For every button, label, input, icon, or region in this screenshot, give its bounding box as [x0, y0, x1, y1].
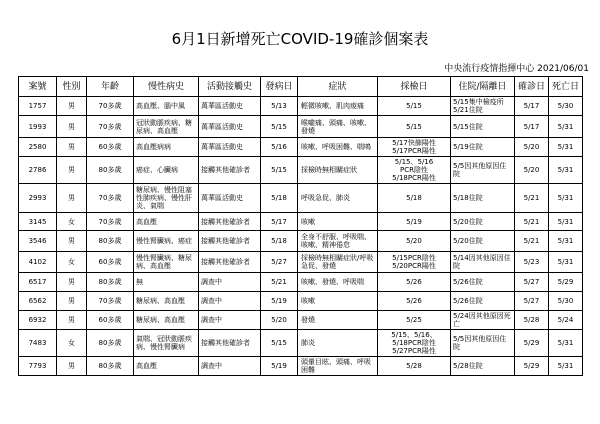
- cell-contact: 調查中: [199, 357, 261, 376]
- cell-hospital: 5/28住院: [451, 357, 515, 376]
- cell-onset: 5/15: [261, 330, 298, 357]
- cell-hospital: 5/15住院: [451, 116, 515, 138]
- cell-test-date: 5/15PCR陰性 5/20PCR陽性: [378, 252, 451, 273]
- table-row: [19, 311, 583, 330]
- header-case-id: 案號: [19, 77, 57, 97]
- cell-sex: 男: [57, 116, 87, 138]
- header-history: 慢性病史: [134, 77, 199, 97]
- cell-test-date: 5/19: [378, 213, 451, 231]
- cell-contact: 萬華區活動史: [199, 97, 261, 116]
- cell-confirmed: 5/27: [515, 273, 549, 292]
- cell-hospital: 5/18住院: [451, 184, 515, 213]
- cell-sex: 男: [57, 138, 87, 157]
- cell-age: 80多歲: [87, 330, 134, 357]
- table-header-row: [19, 77, 583, 97]
- cell-case-id: 2786: [19, 157, 57, 184]
- cell-confirmed: 5/21: [515, 213, 549, 231]
- cell-symptoms: 輕微咳嗽、肌肉痠痛: [298, 97, 378, 116]
- header-contact: 活動接觸史: [199, 77, 261, 97]
- cell-case-id: 6562: [19, 292, 57, 311]
- cell-age: 70多歲: [87, 116, 134, 138]
- cell-onset: 5/20: [261, 311, 298, 330]
- cell-age: 60多歲: [87, 311, 134, 330]
- cell-test-date: 5/15: [378, 116, 451, 138]
- header-test-date: 採檢日: [378, 77, 451, 97]
- cell-sex: 男: [57, 97, 87, 116]
- cell-test-date: 5/17快篩陽性 5/17PCR陽性: [378, 138, 451, 157]
- cell-hospital: 5/5因其他原因住院: [451, 330, 515, 357]
- cell-sex: 男: [57, 184, 87, 213]
- cell-sex: 男: [57, 157, 87, 184]
- cell-confirmed: 5/17: [515, 97, 549, 116]
- cell-age: 80多歲: [87, 157, 134, 184]
- cell-hospital: 5/15集中檢疫所 5/21住院: [451, 97, 515, 116]
- table-row: [19, 357, 583, 376]
- cell-symptoms: 頭暈目眩、頭痛、呼吸困難: [298, 357, 378, 376]
- cell-history: 高血壓: [134, 213, 199, 231]
- table-row: [19, 213, 583, 231]
- header-sex: 性別: [57, 77, 87, 97]
- table-row: [19, 97, 583, 116]
- cell-history: 糖尿病、高血壓: [134, 292, 199, 311]
- cell-symptoms: 全身不舒服、呼吸喘、咳嗽、精神倦怠: [298, 231, 378, 252]
- cell-death: 5/31: [549, 157, 583, 184]
- cell-sex: 男: [57, 231, 87, 252]
- cell-contact: 調查中: [199, 273, 261, 292]
- cell-history: 糖尿病、高血壓: [134, 311, 199, 330]
- cell-age: 80多歲: [87, 273, 134, 292]
- cell-history: 高血壓: [134, 357, 199, 376]
- cell-history: 高血壓病病: [134, 138, 199, 157]
- cell-history: 慢性腎臟病、糖尿病、高血壓: [134, 252, 199, 273]
- cell-confirmed: 5/20: [515, 157, 549, 184]
- cell-onset: 5/15: [261, 116, 298, 138]
- cell-sex: 男: [57, 357, 87, 376]
- cell-case-id: 6517: [19, 273, 57, 292]
- cell-symptoms: 採檢時無相關症狀/呼吸急促、發燒: [298, 252, 378, 273]
- cell-hospital: 5/20住院: [451, 213, 515, 231]
- cell-case-id: 1993: [19, 116, 57, 138]
- cell-age: 80多歲: [87, 357, 134, 376]
- cell-confirmed: 5/21: [515, 231, 549, 252]
- cell-history: 高血壓、腦中風: [134, 97, 199, 116]
- cell-age: 80多歲: [87, 231, 134, 252]
- cell-onset: 5/15: [261, 157, 298, 184]
- cell-history: 癌症、心臟病: [134, 157, 199, 184]
- cell-contact: 萬華區活動史: [199, 138, 261, 157]
- cell-contact: 調查中: [199, 292, 261, 311]
- table-row: [19, 330, 583, 357]
- cell-hospital: 5/5因其他原因住院: [451, 157, 515, 184]
- cell-confirmed: 5/28: [515, 311, 549, 330]
- cell-symptoms: 喉嚨痛、頭痛、咳嗽、發燒: [298, 116, 378, 138]
- header-onset: 發病日: [261, 77, 298, 97]
- cell-hospital: 5/24因其他原因死亡: [451, 311, 515, 330]
- cell-death: 5/24: [549, 311, 583, 330]
- table-row: [19, 292, 583, 311]
- cell-test-date: 5/26: [378, 273, 451, 292]
- cell-death: 5/31: [549, 357, 583, 376]
- cell-death: 5/31: [549, 213, 583, 231]
- cell-onset: 5/19: [261, 292, 298, 311]
- cell-symptoms: 呼吸急促、肺炎: [298, 184, 378, 213]
- cell-contact: 調查中: [199, 311, 261, 330]
- cell-sex: 男: [57, 273, 87, 292]
- cell-history: 糖尿病、慢性阻塞性肺疾病、慢性肝炎、氣喘: [134, 184, 199, 213]
- cell-onset: 5/17: [261, 213, 298, 231]
- cell-contact: 萬華區活動史: [199, 116, 261, 138]
- table-row: [19, 138, 583, 157]
- cell-confirmed: 5/21: [515, 184, 549, 213]
- table-row: [19, 184, 583, 213]
- page-title: 6月1日新增死亡COVID-19確診個案表: [171, 30, 429, 48]
- cell-confirmed: 5/29: [515, 357, 549, 376]
- cell-test-date: 5/15、5/16 PCR陰性 5/18PCR陽性: [378, 157, 451, 184]
- cell-test-date: 5/18: [378, 184, 451, 213]
- cell-onset: 5/18: [261, 231, 298, 252]
- cell-death: 5/31: [549, 330, 583, 357]
- cell-sex: 女: [57, 252, 87, 273]
- cell-death: 5/31: [549, 116, 583, 138]
- cell-hospital: 5/19住院: [451, 138, 515, 157]
- cell-symptoms: 發燒: [298, 311, 378, 330]
- cell-contact: 萬華區活動史: [199, 184, 261, 213]
- cell-case-id: 7793: [19, 357, 57, 376]
- cell-death: 5/31: [549, 138, 583, 157]
- cell-sex: 女: [57, 330, 87, 357]
- cell-contact: 接觸其他確診者: [199, 157, 261, 184]
- header-symptoms: 症狀: [298, 77, 378, 97]
- cell-test-date: 5/28: [378, 357, 451, 376]
- cell-contact: 接觸其他確診者: [199, 231, 261, 252]
- cell-case-id: 3546: [19, 231, 57, 252]
- cell-death: 5/31: [549, 184, 583, 213]
- cell-contact: 接觸其他確診者: [199, 252, 261, 273]
- cell-death: 5/30: [549, 292, 583, 311]
- cell-hospital: 5/20住院: [451, 231, 515, 252]
- cell-confirmed: 5/20: [515, 138, 549, 157]
- table-row: [19, 116, 583, 138]
- cell-age: 60多歲: [87, 252, 134, 273]
- cell-age: 70多歲: [87, 184, 134, 213]
- cell-test-date: 5/26: [378, 292, 451, 311]
- cell-history: 冠狀動脈疾病、糖尿病、高血壓: [134, 116, 199, 138]
- cell-confirmed: 5/23: [515, 252, 549, 273]
- cell-death: 5/30: [549, 97, 583, 116]
- cell-test-date: 5/15: [378, 97, 451, 116]
- cell-hospital: 5/26住院: [451, 292, 515, 311]
- cell-symptoms: 咳嗽、呼吸困難、喘鳴: [298, 138, 378, 157]
- cell-sex: 男: [57, 292, 87, 311]
- cell-symptoms: 肺炎: [298, 330, 378, 357]
- cell-case-id: 3145: [19, 213, 57, 231]
- cell-case-id: 2993: [19, 184, 57, 213]
- cell-history: 氣喘、冠狀動脈疾病、慢性腎臟病: [134, 330, 199, 357]
- cell-onset: 5/18: [261, 184, 298, 213]
- cell-case-id: 2580: [19, 138, 57, 157]
- cell-case-id: 7483: [19, 330, 57, 357]
- cell-sex: 女: [57, 213, 87, 231]
- cell-age: 70多歲: [87, 213, 134, 231]
- cell-age: 70多歲: [87, 292, 134, 311]
- cell-age: 60多歲: [87, 138, 134, 157]
- cell-test-date: 5/25: [378, 311, 451, 330]
- cell-contact: 接觸其他確診者: [199, 330, 261, 357]
- death-cases-table: [18, 76, 583, 376]
- cell-onset: 5/13: [261, 97, 298, 116]
- cell-onset: 5/27: [261, 252, 298, 273]
- cell-symptoms: 咳嗽: [298, 213, 378, 231]
- cell-confirmed: 5/29: [515, 330, 549, 357]
- cell-history: 無: [134, 273, 199, 292]
- cell-death: 5/31: [549, 231, 583, 252]
- table-row: [19, 252, 583, 273]
- cell-symptoms: 咳嗽、發燒、呼吸喘: [298, 273, 378, 292]
- table-row: [19, 157, 583, 184]
- cell-hospital: 5/14因其他原因住院: [451, 252, 515, 273]
- header-death: 死亡日: [549, 77, 583, 97]
- cell-symptoms: 咳嗽: [298, 292, 378, 311]
- source-date: 中央流行疫情指揮中心 2021/06/01: [444, 64, 589, 74]
- cell-test-date: 5/15、5/16、 5/18PCR陰性 5/27PCR陽性: [378, 330, 451, 357]
- header-age: 年齡: [87, 77, 134, 97]
- cell-death: 5/29: [549, 273, 583, 292]
- cell-confirmed: 5/17: [515, 116, 549, 138]
- cell-age: 70多歲: [87, 97, 134, 116]
- cell-onset: 5/21: [261, 273, 298, 292]
- cell-test-date: 5/20: [378, 231, 451, 252]
- cell-onset: 5/19: [261, 357, 298, 376]
- table-row: [19, 231, 583, 252]
- cell-hospital: 5/26住院: [451, 273, 515, 292]
- header-confirmed: 確診日: [515, 77, 549, 97]
- cell-case-id: 6932: [19, 311, 57, 330]
- cell-sex: 男: [57, 311, 87, 330]
- header-hospital: 住院/隔離日: [451, 77, 515, 97]
- cell-symptoms: 採檢時無相關症狀: [298, 157, 378, 184]
- cell-case-id: 1757: [19, 97, 57, 116]
- table-row: [19, 273, 583, 292]
- cell-death: 5/31: [549, 252, 583, 273]
- cell-onset: 5/16: [261, 138, 298, 157]
- cell-history: 慢性腎臟病、癌症: [134, 231, 199, 252]
- cell-confirmed: 5/27: [515, 292, 549, 311]
- cell-contact: 接觸其他確診者: [199, 213, 261, 231]
- cell-case-id: 4102: [19, 252, 57, 273]
